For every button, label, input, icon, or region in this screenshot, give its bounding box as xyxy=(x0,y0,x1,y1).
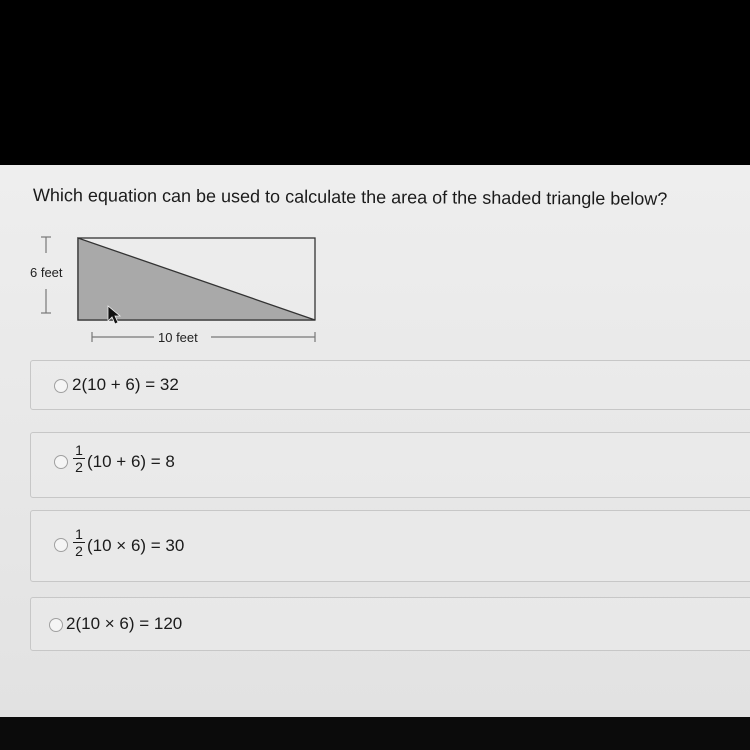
choice-a-text: 2(10 + 6) = 32 xyxy=(72,375,179,394)
fraction-numerator: 1 xyxy=(75,442,83,458)
answer-choice-d[interactable] xyxy=(30,597,750,651)
answer-choice-c[interactable] xyxy=(30,510,750,582)
radio-button-b[interactable] xyxy=(54,455,68,469)
fraction-denominator: 2 xyxy=(75,459,83,476)
width-dimension xyxy=(92,332,315,342)
radio-button-d[interactable] xyxy=(49,618,63,632)
choice-c-text: (10 × 6) = 30 xyxy=(87,536,185,555)
radio-button-c[interactable] xyxy=(54,538,68,552)
fraction-one-half-c xyxy=(72,527,86,558)
bottom-bezel xyxy=(0,717,750,750)
radio-button-a[interactable] xyxy=(54,379,68,393)
fraction-numerator: 1 xyxy=(75,526,83,542)
fraction-one-half-b xyxy=(72,443,86,474)
triangle-figure xyxy=(26,231,326,351)
shaded-triangle xyxy=(78,238,315,320)
question-text: Which equation can be used to calculate the area of the shaded triangle below? xyxy=(32,185,668,209)
choice-d-text: 2(10 × 6) = 120 xyxy=(66,614,183,633)
fraction-denominator: 2 xyxy=(75,543,83,560)
answer-choice-b[interactable] xyxy=(30,432,750,498)
answer-choice-a[interactable] xyxy=(30,360,750,410)
choice-b-text: (10 + 6) = 8 xyxy=(87,452,175,471)
quiz-screen xyxy=(0,165,750,717)
height-label: 6 feet xyxy=(30,265,63,280)
width-label: 10 feet xyxy=(158,330,198,345)
